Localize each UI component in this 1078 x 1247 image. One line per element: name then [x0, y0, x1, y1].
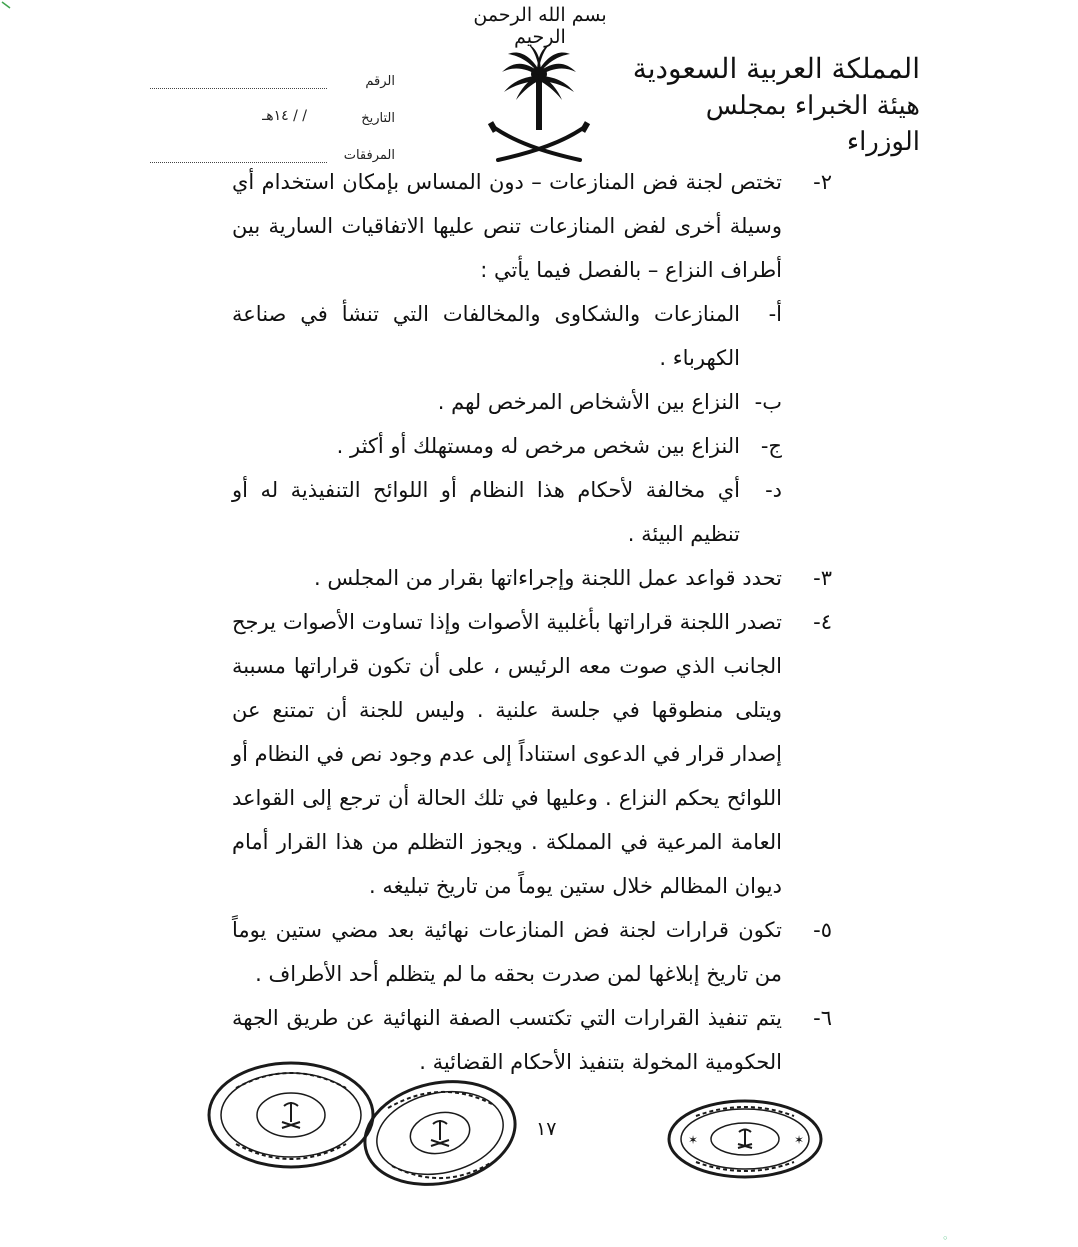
subclause-number: ب-	[754, 390, 782, 414]
subclause-number: ج-	[760, 434, 782, 458]
clause-text: تصدر اللجنة قراراتها بأغلبية الأصوات وإذا تساوت الأصوات يرجح الجانب الذي صوت معه الرئيس ، على أن تكون قراراتها مسببة ويتلى منطوقها في جلسة علنية . وليس للجنة أن تمتنع عن إصدار قرار في الدعوى استناداً إلى عدم وجود نص في النظام أو اللوائح يحكم النزاع . وعليها في تلك الحالة أن ترجع إلى القواعد العامة المرعية في المملكة . ويجوز التظلم من هذا القرار أمام ديوان المظالم خلال ستين يوماً من تاريخ تبليغه .	[232, 610, 782, 898]
stamp-oval-icon	[666, 1098, 824, 1180]
svg-text:✶: ✶	[794, 1133, 805, 1147]
clause-number: ٥-	[813, 918, 832, 942]
ref-line	[150, 70, 327, 89]
page-number: ١٧	[536, 1118, 557, 1140]
attachments-row	[150, 126, 395, 163]
clause-5	[232, 908, 832, 996]
clause-3	[232, 556, 832, 600]
subclause-a	[232, 292, 782, 380]
corner-mark-icon	[0, 0, 14, 14]
clause-2	[232, 160, 832, 292]
stamp-general-secretariat	[360, 1078, 520, 1188]
svg-text:✶: ✶	[688, 1133, 699, 1147]
clause-number: ٢-	[813, 170, 832, 194]
clause-text: يتم تنفيذ القرارات التي تكتسب الصفة النهائية عن طريق الجهة الحكومية المخولة بتنفيذ الأحكام القضائية .	[232, 1006, 782, 1074]
clause-text: تحدد قواعد عمل اللجنة وإجراءاتها بقرار من المجلس .	[314, 566, 782, 590]
document-body	[232, 160, 832, 1084]
stamp-cabinet-presidency	[666, 1098, 824, 1180]
subclause-d	[232, 468, 782, 556]
ministry-line-2: هيئة الخبراء بمجلس الوزراء	[705, 91, 920, 157]
subclause-text: النزاع بين شخص مرخص له ومستهلك أو أكثر .	[336, 434, 740, 458]
stamp-oval-icon	[206, 1060, 376, 1170]
subclause-number: أ-	[768, 302, 782, 326]
clause-4	[232, 600, 832, 908]
subclause-text: المنازعات والشكاوى والمخالفات التي تنشأ في صناعة الكهرباء .	[232, 302, 740, 370]
attachments-label: المرفقات	[343, 148, 395, 163]
ref-row	[150, 52, 395, 89]
ministry-header	[630, 50, 920, 160]
subclause-b	[232, 380, 782, 424]
subclause-c	[232, 424, 782, 468]
stamp-oval-icon	[360, 1078, 520, 1188]
clause-number: ٣-	[813, 566, 832, 590]
date-value: / / ١٤هـ	[262, 108, 307, 124]
clause-text: تكون قرارات لجنة فض المنازعات نهائية بعد مضي ستين يوماً من تاريخ إبلاغها لمن صدرت بحقه ما لم يتظلم أحد الأطراف .	[232, 918, 782, 986]
clause-number: ٤-	[813, 610, 832, 634]
subclause-text: أي مخالفة لأحكام هذا النظام أو اللوائح التنفيذية له أو تنظيم البيئة .	[232, 478, 740, 546]
basmala: بسم الله الرحمن الرحيم	[473, 4, 607, 48]
date-row	[150, 89, 395, 126]
saudi-emblem-icon	[484, 42, 594, 170]
date-label: التاريخ	[361, 111, 395, 126]
reference-block	[150, 52, 395, 163]
stamp-experts-commission	[206, 1060, 376, 1170]
ref-label: الرقم	[365, 74, 395, 89]
clause-number: ٦-	[813, 1006, 832, 1030]
margin-mark-icon: ◦	[942, 1232, 949, 1245]
subclause-number: د-	[765, 478, 782, 502]
ministry-line-1: المملكة العربية السعودية	[632, 52, 920, 85]
subclause-text: النزاع بين الأشخاص المرخص لهم .	[437, 390, 740, 414]
clause-text: تختص لجنة فض المنازعات – دون المساس بإمكان استخدام أي وسيلة أخرى لفض المنازعات تنص عليها الاتفاقيات السارية بين أطراف النزاع – بالفصل فيما يأتي :	[232, 170, 782, 282]
